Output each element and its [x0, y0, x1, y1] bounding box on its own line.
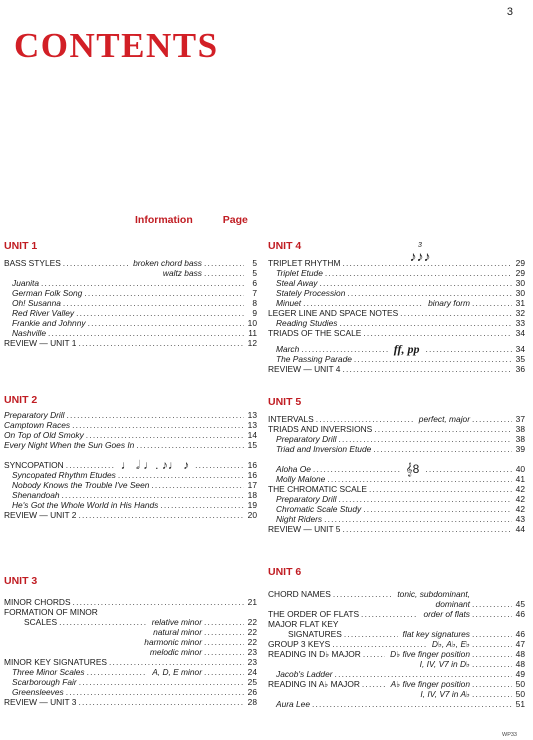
page-number: 3 [506, 6, 513, 18]
toc-page-number: 36 [515, 364, 525, 374]
dot-leader [78, 697, 244, 707]
toc-entry-title: REVIEW — UNIT 3 [4, 697, 77, 707]
dot-leader [369, 484, 512, 494]
toc-page-number: 29 [515, 268, 525, 278]
triplet-number: 3 [418, 242, 422, 249]
toc-entry [268, 298, 525, 308]
information-header: Information [135, 214, 193, 226]
dot-leader [63, 258, 128, 268]
toc-entry [4, 607, 257, 617]
dot-leader [78, 338, 244, 348]
toc-entry [268, 268, 525, 278]
toc-entry-title: Reading Studies [276, 318, 338, 328]
dot-leader [118, 470, 244, 480]
toc-entry-title: MINOR CHORDS [4, 597, 71, 607]
toc-entry [4, 440, 257, 450]
dot-leader [363, 504, 512, 514]
toc-entry-title: Chromatic Scale Study [276, 504, 362, 514]
dot-leader [342, 524, 512, 534]
dot-leader [316, 414, 414, 424]
toc-entry [4, 647, 257, 657]
toc-entry [268, 344, 525, 354]
toc-entry-title: GROUP 3 KEYS [268, 639, 331, 649]
toc-entry [4, 420, 257, 430]
toc-entry-title: Red River Valley [12, 308, 75, 318]
music-symbol-icon: 𝄞8 [405, 462, 420, 476]
dot-leader [472, 298, 512, 308]
toc-entry-title: Shenandoah [12, 490, 60, 500]
toc-entry [4, 338, 257, 348]
toc-entry-title: Frankie and Johnny [12, 318, 86, 328]
toc-page-number: 28 [247, 697, 257, 707]
toc-entry-title: INTERVALS [268, 414, 314, 424]
toc-entry [268, 484, 525, 494]
toc-entry [4, 490, 257, 500]
toc-page-number: 22 [247, 617, 257, 627]
dot-leader [312, 699, 512, 709]
toc-page-number: 5 [252, 258, 257, 268]
toc-entry-topic: perfect, major [418, 414, 470, 424]
toc-entry-title: Every Night When the Sun Goes In [4, 440, 135, 450]
dot-leader [354, 354, 512, 364]
toc-page-number: 15 [247, 440, 257, 450]
toc-page-number: 38 [515, 424, 525, 434]
toc-entry-title: Triplet Etude [276, 268, 323, 278]
dot-leader [472, 599, 512, 609]
dot-leader [363, 328, 512, 338]
toc-entry [268, 504, 525, 514]
toc-page-number: 16 [247, 460, 257, 470]
toc-page-number: 48 [515, 659, 525, 669]
toc-page-number: 16 [247, 470, 257, 480]
unit-5-title: UNIT 5 [268, 396, 302, 408]
toc-entry [4, 288, 257, 298]
toc-entry [268, 308, 525, 318]
toc-page-number: 38 [515, 434, 525, 444]
toc-entry [4, 637, 257, 647]
dot-leader [472, 639, 512, 649]
toc-entry-title: Preparatory Drill [276, 434, 337, 444]
toc-page-number: 30 [515, 278, 525, 288]
dot-leader [342, 364, 512, 374]
dot-leader [373, 444, 512, 454]
toc-page-number: 34 [515, 344, 525, 354]
toc-entry-title: SIGNATURES [288, 629, 342, 639]
toc-page-number: 9 [252, 308, 257, 318]
dot-leader [339, 434, 512, 444]
toc-entry [4, 410, 257, 420]
toc-page-number: 22 [247, 637, 257, 647]
toc-entry-title: Jacob's Ladder [276, 669, 333, 679]
dot-leader [41, 278, 244, 288]
toc-entry [268, 354, 525, 364]
toc-entry [268, 524, 525, 534]
toc-entry-title: Nashville [12, 328, 46, 338]
dot-leader [324, 514, 512, 524]
dot-leader [73, 597, 244, 607]
toc-entry-topic: A♭ five finger position [390, 679, 470, 689]
dot-leader [79, 677, 244, 687]
dot-leader [136, 440, 244, 450]
toc-entry-title: REVIEW — UNIT 2 [4, 510, 77, 520]
toc-entry [268, 629, 525, 639]
dot-leader [301, 344, 387, 354]
toc-page-number: 42 [515, 494, 525, 504]
toc-entry-topic: tonic, subdominant, [397, 589, 470, 599]
toc-page-number: 42 [515, 484, 525, 494]
music-symbol-icon: ff, pp [393, 342, 420, 356]
toc-page-number: 20 [247, 510, 257, 520]
dot-leader [335, 669, 512, 679]
toc-entry-title: Syncopated Rhythm Etudes [12, 470, 116, 480]
unit-4-list [268, 258, 525, 374]
toc-entry-title: March [276, 344, 300, 354]
toc-page-number: 42 [515, 504, 525, 514]
toc-page-number: 34 [515, 328, 525, 338]
toc-entry-title: LEGER LINE AND SPACE NOTES [268, 308, 399, 318]
toc-entry [268, 609, 525, 619]
toc-page-number: 10 [247, 318, 257, 328]
dot-leader [303, 298, 423, 308]
dot-leader [333, 589, 393, 599]
toc-page-number: 33 [515, 318, 525, 328]
toc-entry-title: Molly Malone [276, 474, 326, 484]
toc-page-number: 13 [247, 410, 257, 420]
dot-leader [67, 410, 244, 420]
dot-leader [86, 430, 244, 440]
toc-entry [4, 308, 257, 318]
dot-leader [109, 657, 244, 667]
toc-page-number: 50 [515, 689, 525, 699]
dot-leader [363, 649, 385, 659]
dot-leader [339, 494, 512, 504]
toc-entry [4, 298, 257, 308]
toc-entry-title: TRIADS OF THE SCALE [268, 328, 362, 338]
toc-entry [4, 480, 257, 490]
toc-entry [268, 659, 525, 669]
toc-page-number: 23 [247, 647, 257, 657]
toc-entry-title: MINOR KEY SIGNATURES [4, 657, 107, 667]
dot-leader [62, 490, 244, 500]
toc-page-number: 47 [515, 639, 525, 649]
toc-page-number: 44 [515, 524, 525, 534]
toc-page-number: 45 [515, 599, 525, 609]
toc-page-number: 17 [247, 480, 257, 490]
toc-page-number: 41 [515, 474, 525, 484]
toc-entry-title: MAJOR FLAT KEY [268, 619, 339, 629]
toc-entry [4, 328, 257, 338]
toc-page-number: 23 [247, 657, 257, 667]
toc-entry [4, 430, 257, 440]
dot-leader [195, 460, 244, 470]
toc-entry [4, 597, 257, 607]
toc-entry-title: Stately Procession [276, 288, 346, 298]
dot-leader [362, 679, 386, 689]
toc-entry [4, 687, 257, 697]
toc-entry-title: SCALES [24, 617, 58, 627]
toc-page-number: 11 [248, 328, 257, 338]
unit-1-list [4, 258, 257, 348]
contents-title: CONTENTS [14, 26, 219, 65]
toc-entry-title: Aloha Oe [276, 464, 311, 474]
toc-page-number: 37 [515, 414, 525, 424]
dot-leader [151, 480, 244, 490]
dot-leader [400, 308, 512, 318]
toc-entry-topic: D♭ five finger position [390, 649, 470, 659]
unit-2-list [4, 410, 257, 520]
toc-entry-title: TRIADS AND INVERSIONS [268, 424, 373, 434]
toc-page-number: 39 [515, 444, 525, 454]
unit-2-title: UNIT 2 [4, 394, 38, 406]
dot-leader [472, 414, 512, 424]
toc-page-number: 29 [515, 258, 525, 268]
toc-page-number: 32 [515, 308, 525, 318]
toc-page-number: 19 [247, 500, 257, 510]
toc-entry-title: Camptown Races [4, 420, 71, 430]
dot-leader [472, 629, 512, 639]
toc-entry-title: Minuet [276, 298, 302, 308]
unit-6-title: UNIT 6 [268, 566, 302, 578]
dot-leader [313, 464, 400, 474]
toc-page-number: 14 [247, 430, 257, 440]
toc-page-number: 12 [247, 338, 257, 348]
toc-entry [4, 617, 257, 627]
toc-entry [268, 649, 525, 659]
toc-entry-title: German Folk Song [12, 288, 83, 298]
toc-page-number: 40 [515, 464, 526, 474]
dot-leader [472, 689, 512, 699]
column-header [135, 214, 248, 226]
toc-entry [268, 669, 525, 679]
toc-entry-title: REVIEW — UNIT 5 [268, 524, 341, 534]
dot-leader [347, 288, 512, 298]
toc-page-number: 5 [252, 268, 257, 278]
toc-page-number: 26 [247, 687, 257, 697]
toc-entry [4, 318, 257, 328]
dot-leader [472, 679, 512, 689]
dot-leader [332, 639, 427, 649]
toc-entry-topic: binary form [428, 298, 470, 308]
toc-entry-title: Greensleeves [12, 687, 64, 697]
unit-6-list [268, 589, 525, 709]
toc-entry-topic: order of flats [423, 609, 470, 619]
toc-page-number: 31 [515, 298, 525, 308]
toc-entry-topic: relative minor [151, 617, 202, 627]
dot-leader [342, 258, 512, 268]
toc-entry-topic: I, IV, V7 in D♭ [419, 659, 470, 669]
toc-page-number: 43 [515, 514, 525, 524]
toc-entry-title: Oh! Susanna [12, 298, 61, 308]
toc-entry-title: REVIEW — UNIT 1 [4, 338, 77, 348]
dot-leader [472, 659, 512, 669]
dot-leader [339, 318, 512, 328]
toc-entry-title: Triad and Inversion Etude [276, 444, 372, 454]
toc-page-number: 49 [515, 669, 525, 679]
unit-1-title: UNIT 1 [4, 240, 38, 252]
toc-entry-title: SYNCOPATION [4, 460, 64, 470]
toc-page-number: 6 [252, 278, 257, 288]
toc-entry-title: Juanita [12, 278, 40, 288]
page-header: Page [222, 214, 248, 226]
toc-entry [268, 364, 525, 374]
toc-entry-topic: natural minor [153, 627, 202, 637]
unit-3-title: UNIT 3 [4, 575, 38, 587]
toc-entry [268, 414, 525, 424]
toc-entry [4, 510, 257, 520]
dot-leader [48, 328, 244, 338]
toc-entry [268, 494, 525, 504]
toc-entry-topic: melodic minor [149, 647, 202, 657]
dot-leader [361, 609, 418, 619]
toc-entry-topic: broken chord bass [133, 258, 202, 268]
toc-entry-title: Nobody Knows the Trouble I've Seen [12, 480, 150, 490]
toc-entry-title: Preparatory Drill [276, 494, 337, 504]
toc-entry-title: REVIEW — UNIT 4 [268, 364, 341, 374]
dot-leader [204, 627, 244, 637]
toc-entry [268, 589, 525, 599]
dot-leader [59, 617, 147, 627]
toc-entry [268, 514, 525, 524]
toc-entry-title: Aura Lee [276, 699, 310, 709]
dot-leader [472, 609, 512, 619]
toc-entry-topic: waltz bass [162, 268, 202, 278]
toc-page-number: 13 [247, 420, 257, 430]
toc-entry [4, 677, 257, 687]
toc-entry-title: Steal Away [276, 278, 318, 288]
dot-leader [204, 617, 244, 627]
toc-entry [268, 474, 525, 484]
toc-entry-title: Three Minor Scales [12, 667, 85, 677]
toc-page-number: 25 [247, 677, 257, 687]
dot-leader [327, 474, 512, 484]
dot-leader [84, 288, 244, 298]
toc-page-number: 7 [252, 288, 257, 298]
dot-leader [78, 510, 244, 520]
toc-entry [268, 689, 525, 699]
dot-leader [72, 420, 244, 430]
toc-entry [268, 599, 525, 609]
toc-entry-topic: I, IV, V7 in A♭ [420, 689, 470, 699]
toc-entry [4, 627, 257, 637]
unit-4-title: UNIT 4 [268, 240, 302, 252]
toc-entry-title: THE CHROMATIC SCALE [268, 484, 367, 494]
unit-5-list [268, 414, 525, 534]
dot-leader [160, 500, 244, 510]
dot-leader [63, 298, 244, 308]
toc-entry-title: On Top of Old Smoky [4, 430, 84, 440]
toc-entry [268, 258, 525, 268]
toc-entry-title: BASS STYLES [4, 258, 61, 268]
dot-leader [204, 667, 244, 677]
dot-leader [204, 637, 244, 647]
toc-entry-title: READING IN A♭ MAJOR [268, 679, 360, 689]
footer-code: WP33 [502, 732, 517, 738]
toc-entry [268, 318, 525, 328]
dot-leader [319, 278, 512, 288]
triplet-notes: ♪♪♪ [409, 248, 431, 264]
toc-entry-title: CHORD NAMES [268, 589, 331, 599]
toc-entry [268, 424, 525, 434]
toc-page-number: 46 [515, 629, 525, 639]
toc-page-number: 50 [515, 679, 525, 689]
toc-entry [268, 278, 525, 288]
toc-entry [268, 460, 525, 474]
toc-page-number: 30 [515, 288, 525, 298]
toc-entry [4, 697, 257, 707]
toc-entry-title: FORMATION OF MINOR [4, 607, 98, 617]
toc-entry-topic: A, D, E minor [152, 667, 202, 677]
toc-entry [4, 657, 257, 667]
toc-entry [4, 456, 257, 470]
dot-leader [425, 464, 512, 474]
toc-entry [4, 470, 257, 480]
toc-entry-title: He's Got the Whole World in His Hands [12, 500, 159, 510]
toc-entry [4, 258, 257, 268]
toc-entry-title: Night Riders [276, 514, 323, 524]
toc-entry-topic: harmonic minor [144, 637, 202, 647]
toc-entry-topic: D♭, A♭, E♭ [431, 639, 470, 649]
toc-entry [4, 500, 257, 510]
toc-entry [4, 667, 257, 677]
dot-leader [344, 629, 398, 639]
music-symbol-icon: ♩ 𝅗𝅥 ♩. ♪♩ ♪ [120, 458, 190, 472]
toc-entry [268, 328, 525, 338]
dot-leader [66, 687, 244, 697]
unit-3-list [4, 597, 257, 707]
toc-entry [268, 288, 525, 298]
toc-page-number: 18 [247, 490, 257, 500]
toc-entry [268, 639, 525, 649]
toc-page-number: 46 [515, 609, 525, 619]
toc-entry-title: THE ORDER OF FLATS [268, 609, 360, 619]
dot-leader [204, 647, 244, 657]
toc-entry [268, 699, 525, 709]
dot-leader [374, 424, 512, 434]
toc-entry [268, 444, 525, 454]
toc-entry [268, 434, 525, 444]
toc-entry [268, 619, 525, 629]
toc-entry-title: Scarborough Fair [12, 677, 77, 687]
toc-entry-title: TRIPLET RHYTHM [268, 258, 341, 268]
dot-leader [472, 649, 512, 659]
dot-leader [204, 268, 244, 278]
toc-entry-topic: flat key signatures [402, 629, 470, 639]
toc-entry [4, 268, 257, 278]
dot-leader [87, 667, 148, 677]
toc-entry-title: READING IN D♭ MAJOR [268, 649, 361, 659]
dot-leader [88, 318, 244, 328]
toc-page-number: 8 [252, 298, 257, 308]
toc-entry [268, 679, 525, 689]
toc-entry-topic: dominant [435, 599, 470, 609]
toc-entry-title: Preparatory Drill [4, 410, 65, 420]
toc-page-number: 35 [515, 354, 525, 364]
dot-leader [325, 268, 512, 278]
dot-leader [66, 460, 115, 470]
toc-page-number: 21 [247, 597, 257, 607]
dot-leader [76, 308, 244, 318]
toc-page-number: 51 [515, 699, 525, 709]
toc-page-number: 24 [247, 667, 257, 677]
toc-entry-title: The Passing Parade [276, 354, 352, 364]
dot-leader [204, 258, 244, 268]
toc-entry [4, 278, 257, 288]
toc-page-number: 48 [515, 649, 525, 659]
toc-page-number: 22 [247, 627, 257, 637]
dot-leader [426, 344, 512, 354]
